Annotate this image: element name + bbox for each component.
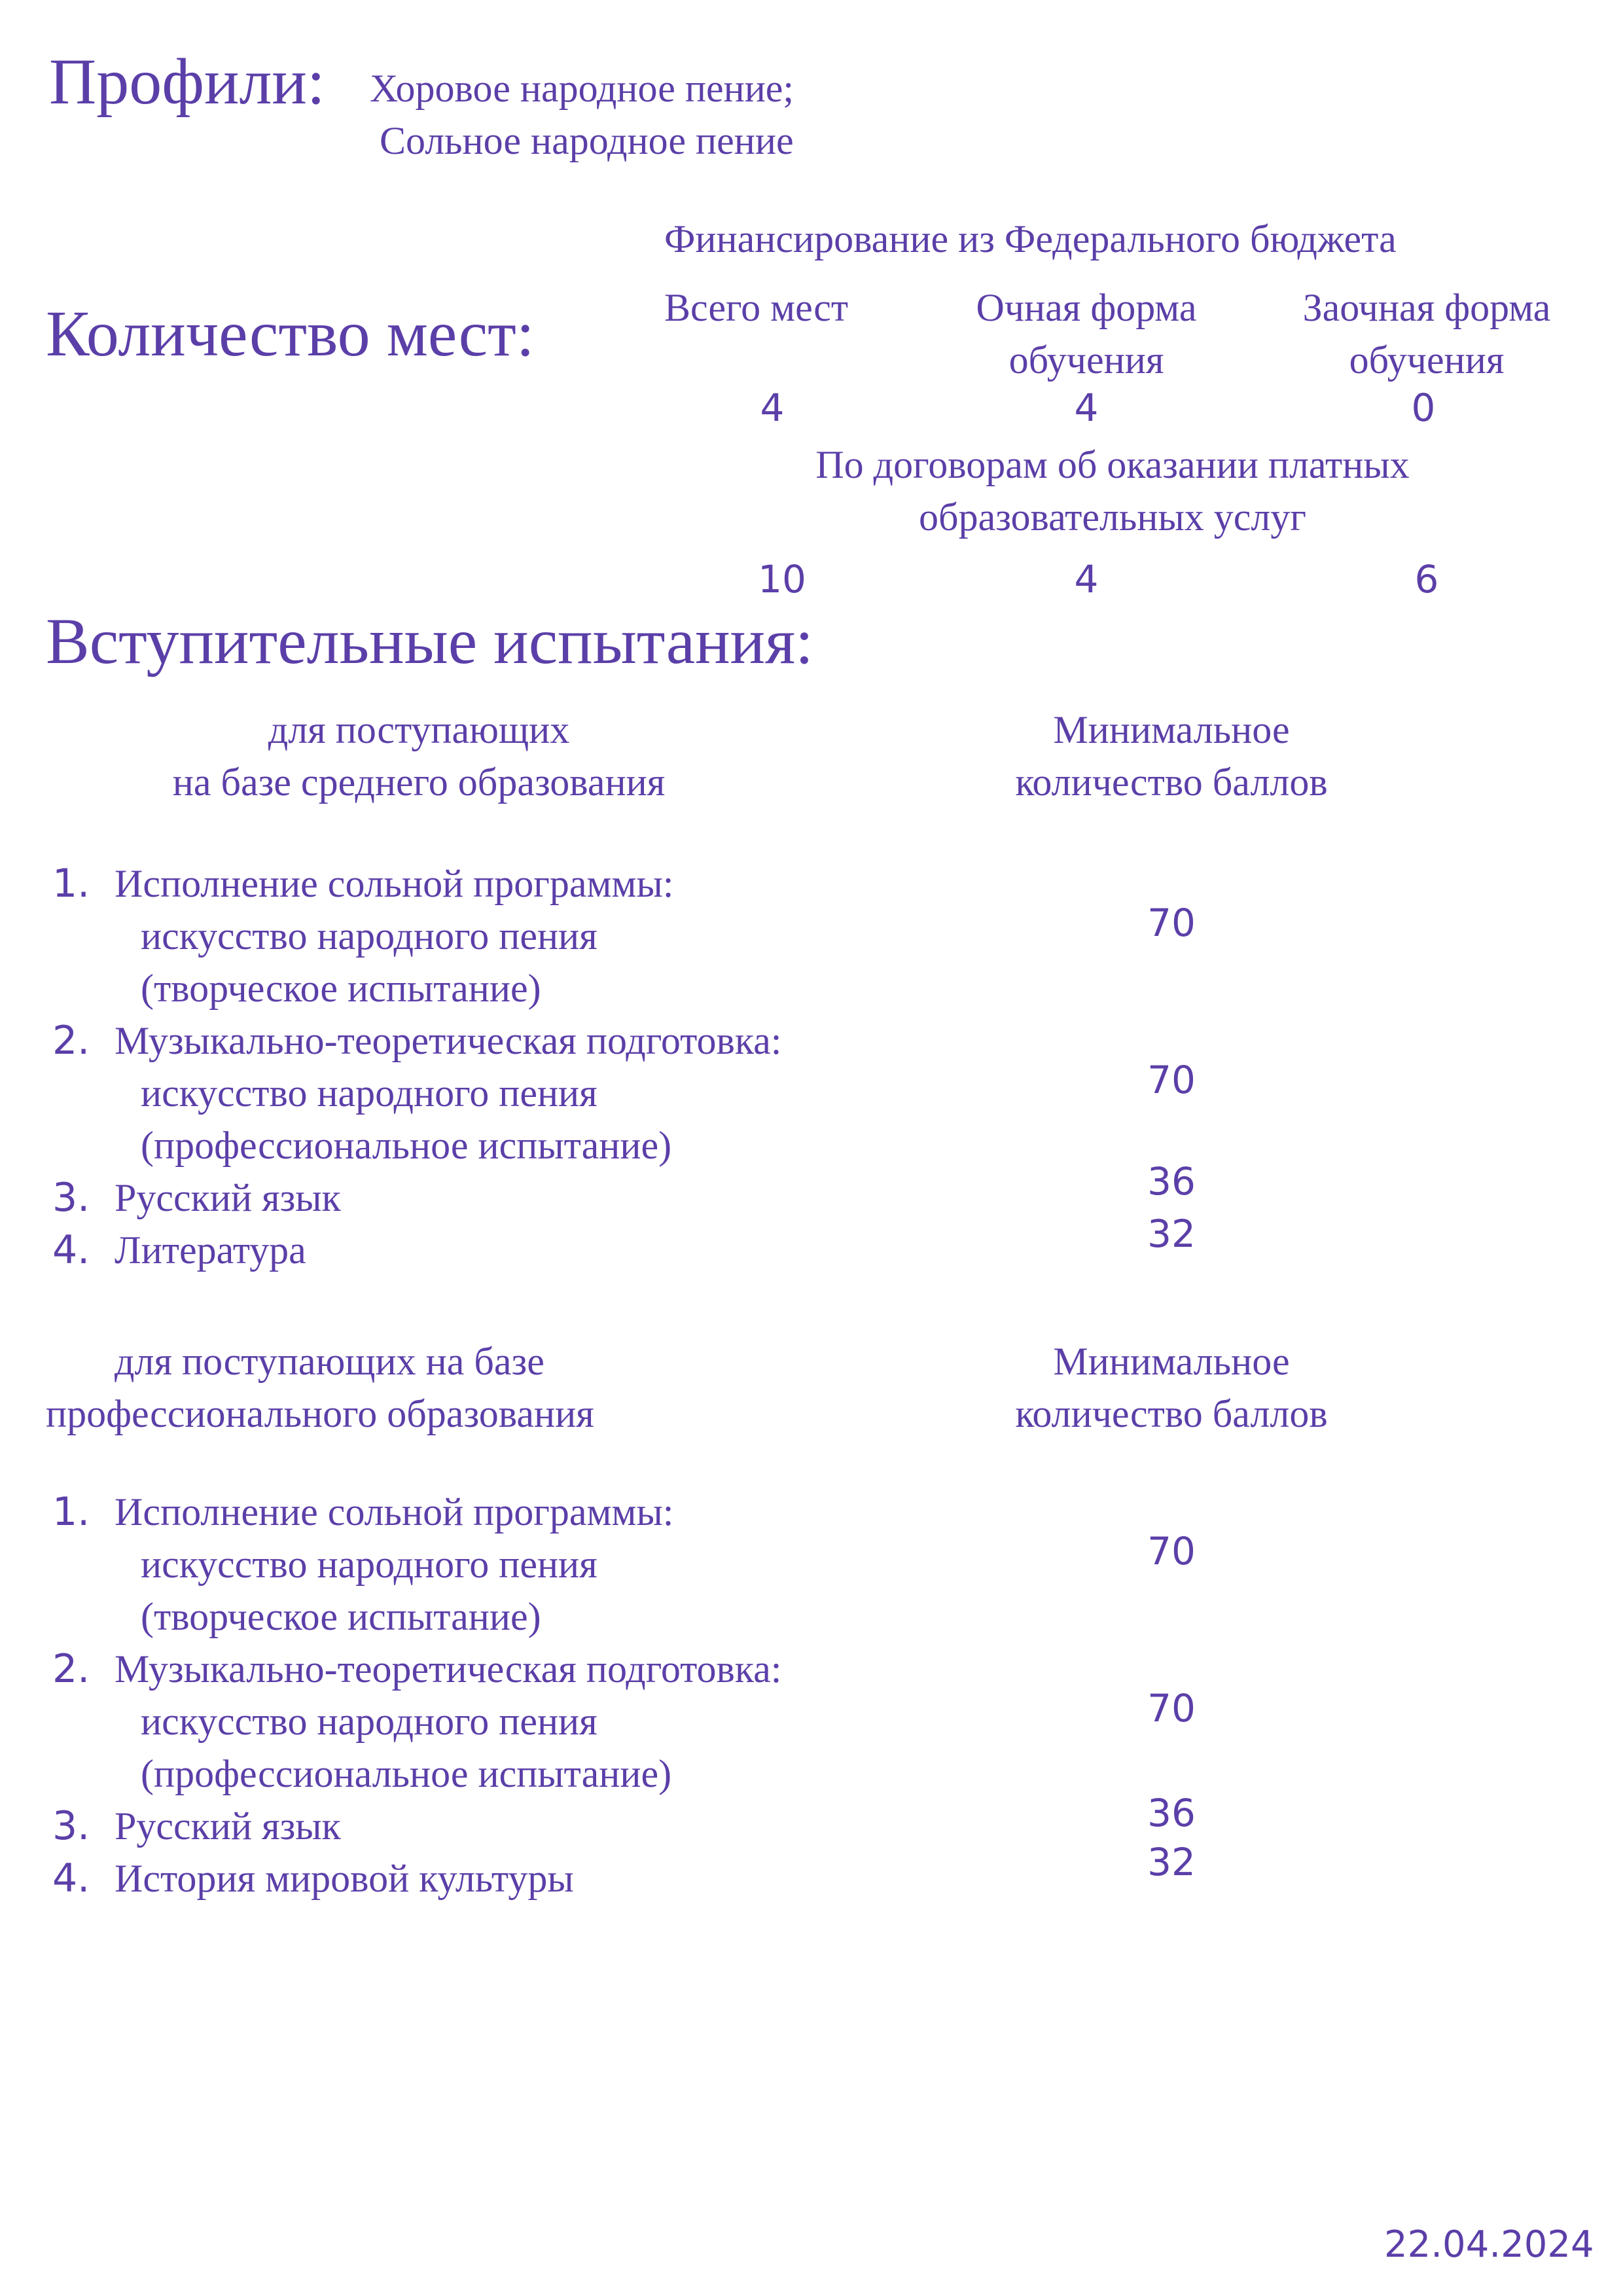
profile-item: Сольное народное пение xyxy=(380,119,794,162)
federal-part-time-value: 0 xyxy=(1411,386,1436,430)
exam-item-score: 70 xyxy=(1147,1529,1196,1573)
section1-group-line: на базе среднего образования xyxy=(172,761,666,804)
exam-item-subtitle: (творческое испытание) xyxy=(141,967,541,1010)
section2-group-line: для поступающих на базе xyxy=(115,1340,544,1383)
exam-item-title: Музыкально-теоретическая подготовка: xyxy=(115,1647,782,1691)
places-heading: Количество мест: xyxy=(46,297,535,370)
exam-item-title: Исполнение сольной программы: xyxy=(115,1490,674,1534)
exam-item-title: Музыкально-теоретическая подготовка: xyxy=(115,1019,782,1062)
section2-score-header: Минимальное xyxy=(1053,1340,1290,1383)
exam-item-number: 2. xyxy=(52,1018,90,1064)
exam-item-score: 70 xyxy=(1147,1058,1196,1102)
exam-item-number: 1. xyxy=(52,1489,90,1535)
exam-item-score: 36 xyxy=(1147,1159,1196,1204)
exam-item-number: 2. xyxy=(52,1646,90,1692)
exam-item-number: 4. xyxy=(52,1856,90,1901)
exam-item-subtitle: искусство народного пения xyxy=(141,1071,597,1115)
federal-full-time-value: 4 xyxy=(1074,386,1099,430)
paid-part-time-value: 6 xyxy=(1414,557,1439,601)
exam-item-title: Литература xyxy=(115,1229,306,1272)
profile-item: Хоровое народное пение; xyxy=(370,67,794,110)
column-total-places: Всего мест xyxy=(664,286,849,329)
exam-item-title: Русский язык xyxy=(115,1176,341,1219)
exam-item-number: 3. xyxy=(52,1175,90,1221)
exam-item-title: Русский язык xyxy=(115,1804,341,1848)
exam-item-subtitle: (профессиональное испытание) xyxy=(141,1124,672,1167)
exam-item-subtitle: искусство народного пения xyxy=(141,1543,597,1586)
exam-item-number: 1. xyxy=(52,861,90,906)
exam-item-score: 32 xyxy=(1147,1211,1196,1256)
document-date: 22.04.2024 xyxy=(1384,2223,1594,2266)
section2-score-header: количество баллов xyxy=(1015,1392,1328,1435)
exam-item-title: История мировой культуры xyxy=(115,1857,574,1900)
column-part-time: Заочная форма обучения xyxy=(1302,286,1551,382)
section1-score-header: количество баллов xyxy=(1015,761,1328,804)
federal-funding-title: Финансирование из Федерального бюджета xyxy=(664,217,1397,260)
paid-full-time-value: 4 xyxy=(1074,557,1099,601)
exam-item-number: 4. xyxy=(52,1227,90,1273)
exams-heading: Вступительные испытания: xyxy=(46,605,813,677)
exam-item-score: 36 xyxy=(1147,1791,1196,1835)
federal-total-value: 4 xyxy=(760,386,785,430)
exam-item-score: 32 xyxy=(1147,1840,1196,1884)
profiles-heading: Профили: xyxy=(49,45,325,118)
exam-item-score: 70 xyxy=(1147,1686,1196,1731)
paid-services-title-line: По договорам об оказании платных xyxy=(815,443,1410,486)
section1-group-line: для поступающих xyxy=(268,708,570,751)
exam-item-title: Исполнение сольной программы: xyxy=(115,862,674,905)
paid-services-title-line: образовательных услуг xyxy=(919,495,1306,539)
exam-item-subtitle: искусство народного пения xyxy=(141,1700,597,1743)
exam-item-subtitle: искусство народного пения xyxy=(141,914,597,958)
exam-item-subtitle: (творческое испытание) xyxy=(141,1595,541,1638)
paid-total-value: 10 xyxy=(758,557,806,601)
exam-item-score: 70 xyxy=(1147,901,1196,945)
exam-item-subtitle: (профессиональное испытание) xyxy=(141,1752,672,1795)
column-full-time: Очная форма обучения xyxy=(976,286,1197,382)
section2-group-line: профессионального образования xyxy=(46,1392,594,1435)
section1-score-header: Минимальное xyxy=(1053,708,1290,751)
exam-item-number: 3. xyxy=(52,1803,90,1849)
